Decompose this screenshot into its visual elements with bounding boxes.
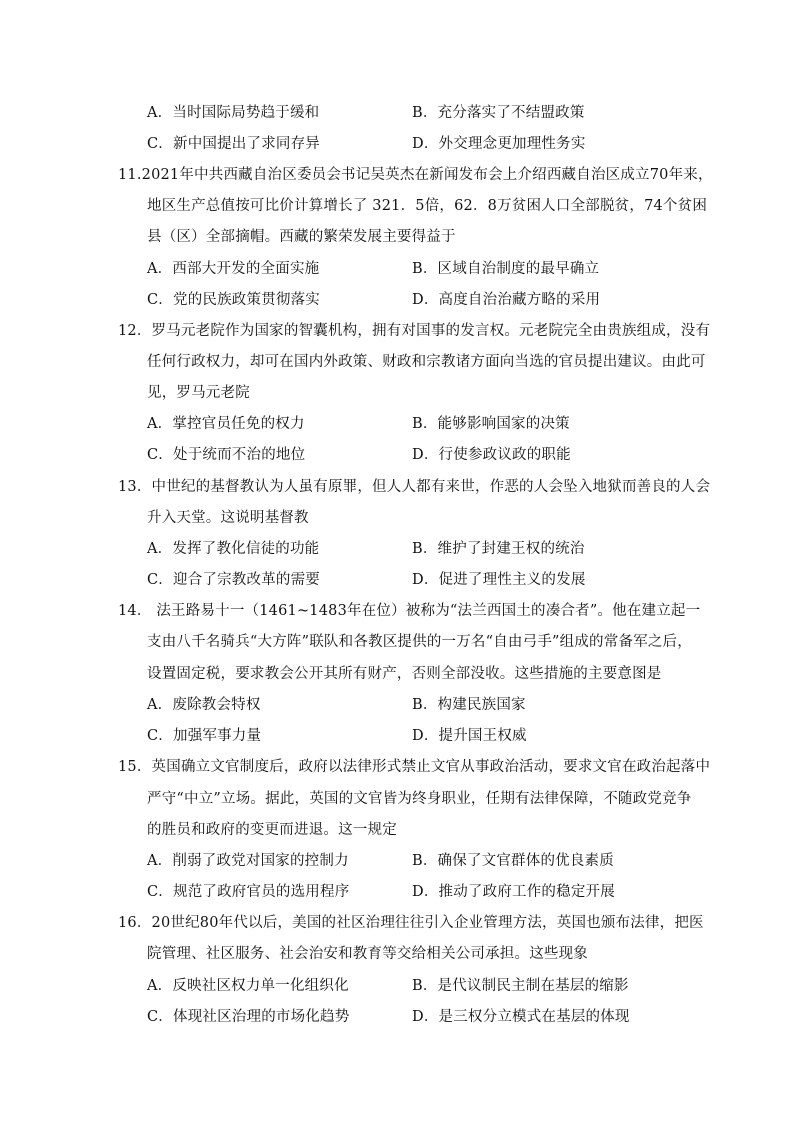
q16-option-c: C．体现社区治理的市场化趋势 (147, 1009, 350, 1025)
q15-stem-line-1: 15．英国确立文官制度后，政府以法律形式禁止文官从事政治活动，要求文官在政治起落中 (118, 759, 711, 775)
q14-stem-line-1: 14． 法王路易十一（1461~1483年在位）被称为“法兰西国土的凑合者”。他在建立起一 (118, 603, 701, 619)
q11-option-c: C．党的民族政策贯彻落实 (147, 292, 320, 308)
q14-stem-line-2: 支由八千名骑兵“大方阵”联队和各教区提供的一万名“自由弓手”组成的常备军之后， (147, 634, 692, 650)
q12-stem-line-1: 12．罗马元老院作为国家的智囊机构，拥有对国事的发言权。元老院完全由贵族组成，没有 (118, 323, 711, 339)
q10-option-a: A．当时国际局势趋于缓和 (147, 105, 320, 121)
q16-stem-line-1: 16．20世纪80年代以后，美国的社区治理往往引入企业管理方法，英国也颁布法律，把医 (118, 915, 704, 931)
q12-option-b: B．能够影响国家的决策 (412, 416, 570, 432)
q16-option-b: B．是代议制民主制在基层的缩影 (412, 978, 629, 994)
q11-option-a: A．西部大开发的全面实施 (147, 261, 320, 277)
q15-option-a: A．削弱了政党对国家的控制力 (147, 853, 349, 869)
q12-option-c: C．处于统而不治的地位 (147, 447, 306, 463)
q10-option-d: D．外交理念更加理性务实 (412, 136, 586, 152)
q15-stem-line-3: 的胜员和政府的变更而进退。这一规定 (147, 822, 397, 838)
q11-stem-line-1: 11.2021年中共西藏自治区委员会书记吴英杰在新闻发布会上介绍西藏自治区成立70年来， (118, 167, 713, 183)
q12-option-d: D．行使参政议政的职能 (412, 447, 571, 463)
q10-option-c: C．新中国提出了求同存异 (147, 136, 320, 152)
q12-stem-line-2: 任何行政权力，却可在国内外政策、财政和宗教诸方面向当选的官员提出建议。由此可 (147, 354, 706, 370)
q15-option-b: B．确保了文官群体的优良素质 (412, 853, 614, 869)
q11-stem-line-2: 地区生产总值按可比价计算增长了 321．5倍，62．8万贫困人口全部脱贫，74个贫困 (147, 198, 708, 214)
q16-stem-line-2: 院管理、社区服务、社会治安和教育等交给相关公司承担。这些现象 (147, 946, 588, 962)
q14-option-d: D．提升国王权威 (412, 728, 527, 744)
q13-option-a: A．发挥了教化信徒的功能 (147, 541, 320, 557)
q15-option-d: D．推动了政府工作的稳定开展 (412, 884, 615, 900)
q14-stem-line-3: 设置固定税，要求教会公开其所有财产，否则全部没收。这些措施的主要意图是 (147, 666, 662, 682)
q13-option-c: C．迎合了宗教改革的需要 (147, 572, 320, 588)
q16-option-a: A．反映社区权力单一化组织化 (147, 978, 349, 994)
q15-stem-line-2: 严守“中立”立场。据此，英国的文官皆为终身职业，任期有法律保障，不随政党竞争 (147, 791, 692, 807)
q14-option-b: B．构建民族国家 (412, 697, 526, 713)
q10-option-b: B．充分落实了不结盟政策 (412, 105, 585, 121)
q16-option-d: D．是三权分立模式在基层的体现 (412, 1009, 630, 1025)
q11-option-b: B．区域自治制度的最早确立 (412, 261, 600, 277)
q15-option-c: C．规范了政府官员的选用程序 (147, 884, 350, 900)
q14-option-c: C．加强军事力量 (147, 728, 262, 744)
q14-option-a: A．废除教会特权 (147, 697, 261, 713)
q13-stem-line-2: 升入天堂。这说明基督教 (147, 510, 309, 526)
q13-option-b: B．维护了封建王权的统治 (412, 541, 585, 557)
q12-option-a: A．掌控官员任免的权力 (147, 416, 305, 432)
q12-stem-line-3: 见，罗马元老院 (147, 385, 250, 401)
q13-stem-line-1: 13．中世纪的基督教认为人虽有原罪，但人人都有来世，作恶的人会坠入地狱而善良的人会 (118, 479, 711, 495)
q11-stem-line-3: 县（区）全部摘帽。西藏的繁荣发展主要得益于 (147, 229, 456, 245)
q11-option-d: D．高度自治治藏方略的采用 (412, 292, 601, 308)
q13-option-d: D．促进了理性主义的发展 (412, 572, 586, 588)
